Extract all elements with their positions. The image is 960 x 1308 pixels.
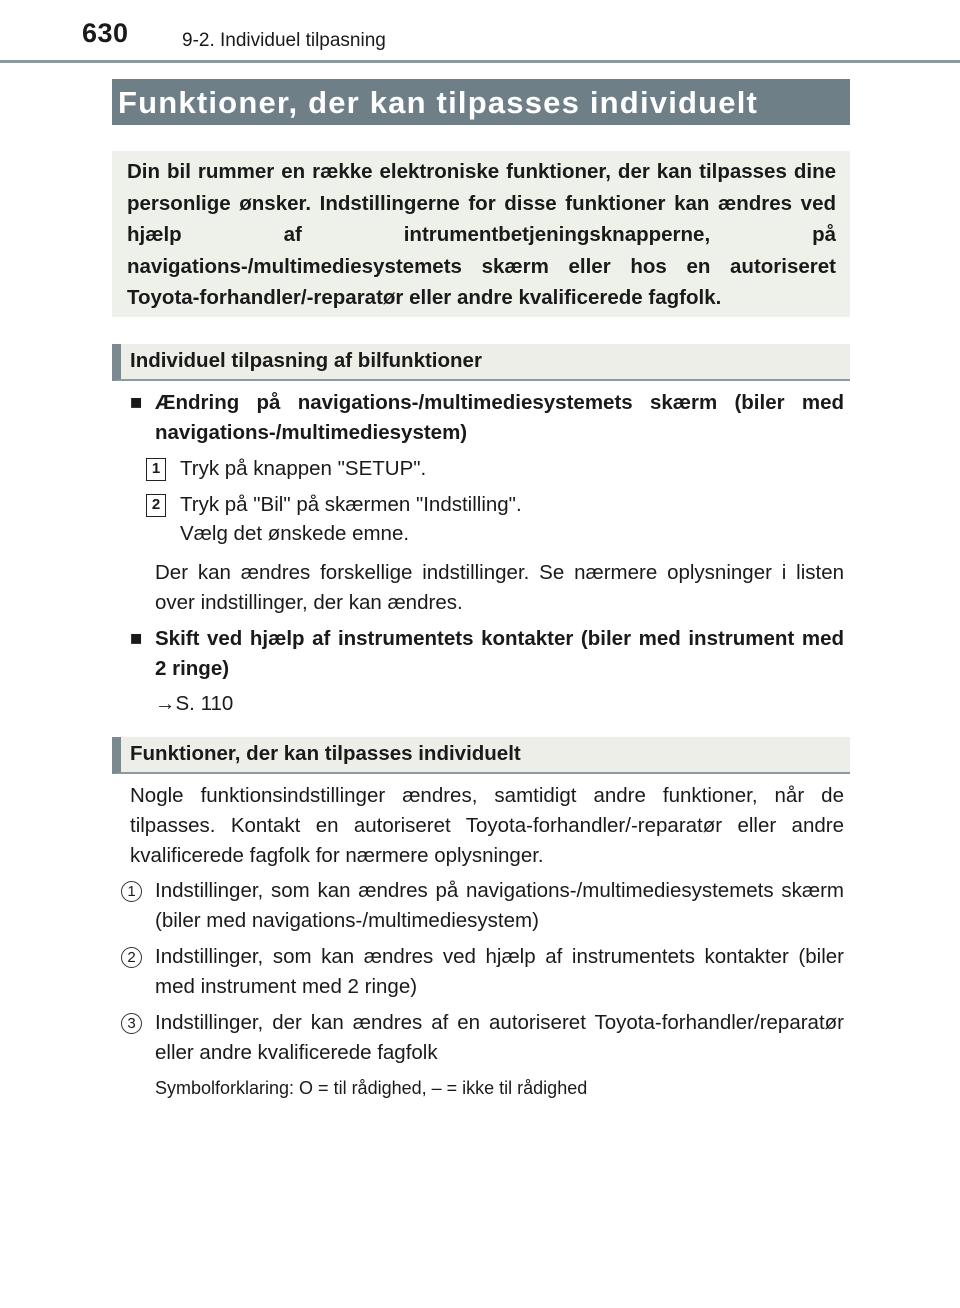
page-title: Funktioner, der kan tilpasses individuelt bbox=[112, 79, 850, 125]
bullet-navigation-screen bbox=[130, 388, 844, 448]
intro-paragraph: Nogle funktionsindstillinger ændres, samtidigt andre funktioner, når de tilpasses. Kontakt en autoriseret Toyota-forhandler/-reparatør eller andre kvalificerede fagfolk for nærmere oplysninger. bbox=[130, 784, 844, 867]
step-text: Tryk på knappen "SETUP". bbox=[180, 457, 427, 480]
step-number-box: 2 bbox=[146, 494, 166, 517]
circle-number-1: 1 bbox=[121, 881, 142, 902]
bullet-instrument-switches bbox=[130, 624, 844, 684]
step-text-continued: Vælg det ønskede emne. bbox=[180, 522, 410, 545]
note-paragraph: Der kan ændres forskellige indstillinger. Se nærmere oplysninger i listen over indstillinger, der kan ændres. bbox=[155, 561, 844, 614]
section-label: 9-2. Individuel tilpasning bbox=[182, 30, 386, 51]
settings-category: Indstillinger, der kan ændres af en autoriseret Toyota-forhandler/reparatør eller andre kvalificerede fagfolk bbox=[155, 1011, 844, 1064]
reference-text: S. 110 bbox=[175, 692, 234, 715]
bullet-text: Ændring på navigations-/multimediesystemets skærm (biler med navigations-/multimediesystem) bbox=[155, 391, 844, 444]
circle-number-2: 2 bbox=[121, 947, 142, 968]
section-heading-individual: Individuel tilpasning af bilfunktioner bbox=[112, 344, 850, 381]
square-bullet-icon: ■ bbox=[130, 627, 143, 650]
step-text: Tryk på "Bil" på skærmen "Indstilling". bbox=[180, 493, 522, 516]
page-number: 630 bbox=[82, 18, 129, 48]
square-bullet-icon: ■ bbox=[130, 391, 143, 414]
settings-category: Indstillinger, som kan ændres på navigations-/multimediesystemets skærm (biler med navigations-/multimediesystem) bbox=[155, 879, 844, 932]
page-reference[interactable] bbox=[155, 689, 233, 719]
bullet-text: Skift ved hjælp af instrumentets kontakter (biler med instrument med 2 ringe) bbox=[155, 627, 844, 680]
settings-category: Indstillinger, som kan ændres ved hjælp af instrumentets kontakter (biler med instrument med 2 ringe) bbox=[155, 945, 844, 998]
circle-number-3: 3 bbox=[121, 1013, 142, 1034]
step-number-box: 1 bbox=[146, 458, 166, 481]
header-rule bbox=[0, 60, 960, 63]
arrow-right-icon: → bbox=[155, 692, 176, 715]
section-heading-customizable: Funktioner, der kan tilpasses individuelt bbox=[112, 737, 850, 774]
symbol-legend: Symbolforklaring: O = til rådighed, – = ikke til rådighed bbox=[155, 1078, 588, 1098]
intro-box: Din bil rummer en række elektroniske funktioner, der kan tilpasses dine personlige ønsker. Indstillingerne for disse funktioner kan ændres ved hjælp af intrumentbetjeningsknapperne, på navigations-/multimediesystemets skærm eller hos en autoriseret Toyota-forhandler/-reparatør eller andre kvalificerede fagfolk. bbox=[112, 151, 850, 317]
